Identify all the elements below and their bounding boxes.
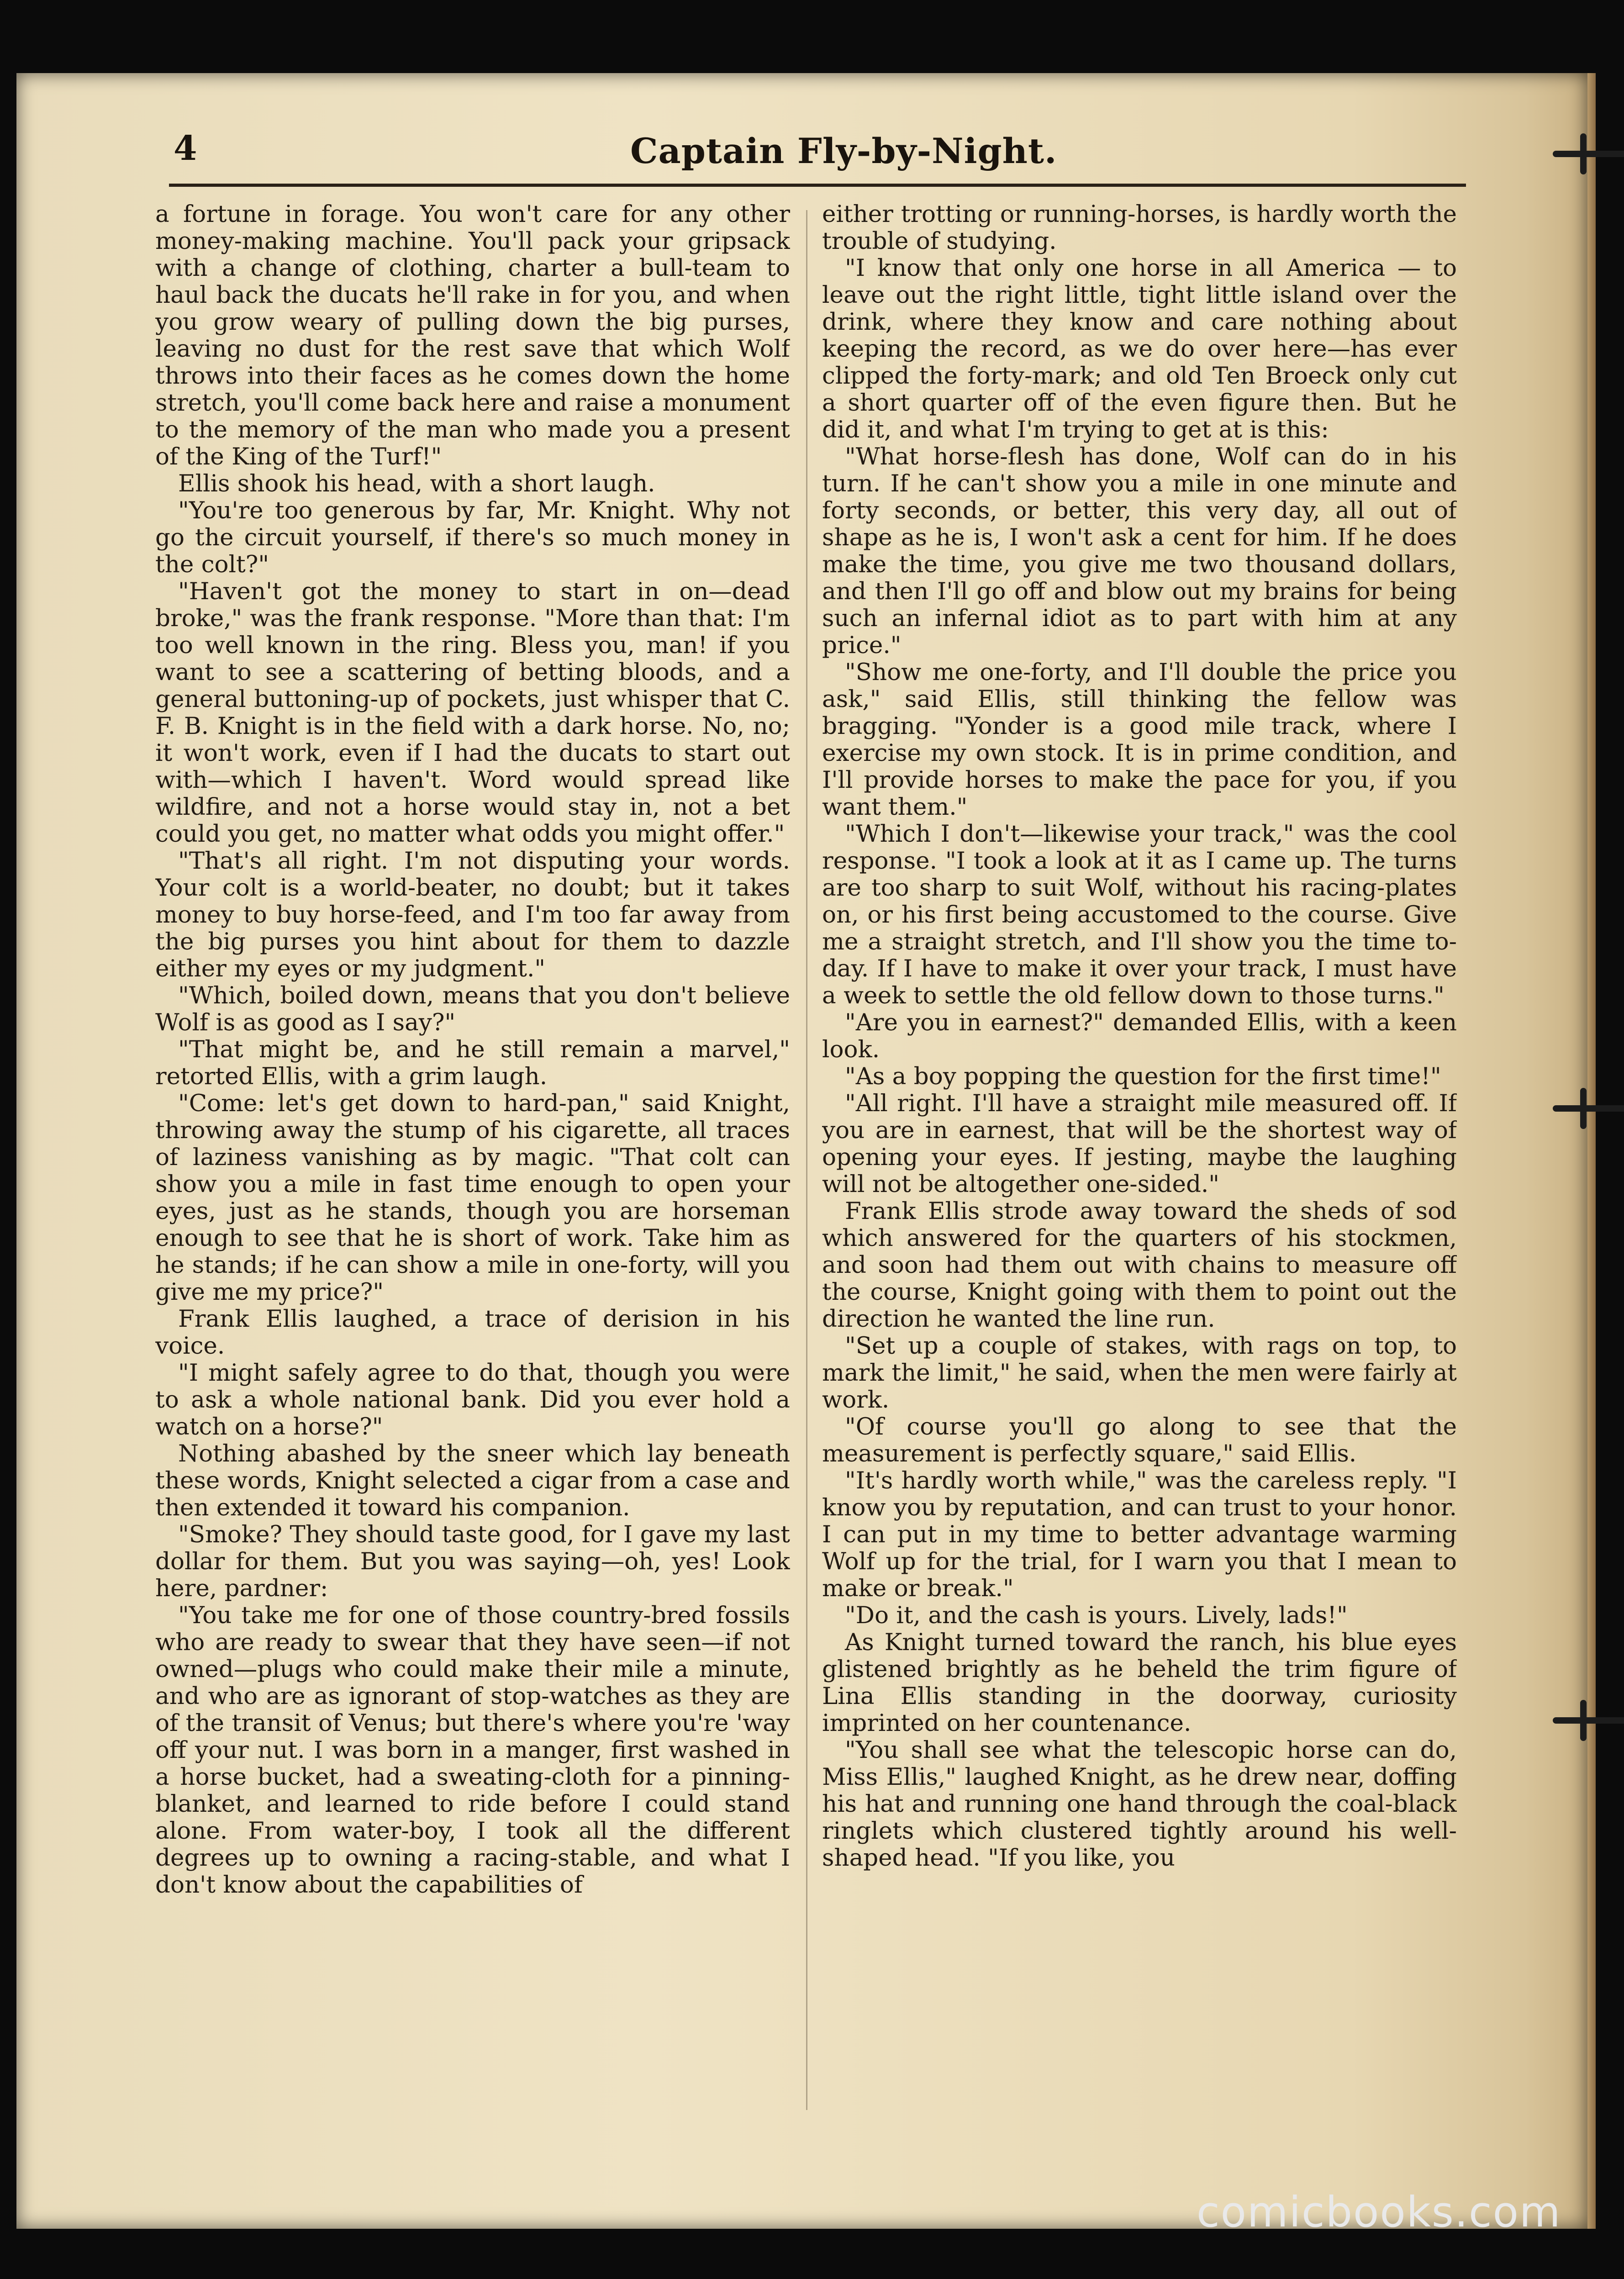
paragraph: "Set up a couple of stakes, with rags on top, to mark the limit," he said, when the men were fairly at work.: [822, 1332, 1457, 1414]
staple: [1553, 1105, 1624, 1112]
binding-edge: [1587, 73, 1596, 2229]
paragraph: "You shall see what the telescopic horse can do, Miss Ellis," laughed Knight, as he drew near, doffing his hat and running one hand through the coal-black ringlets which clustered tightly around his well-shaped head. "If you like, you: [822, 1736, 1457, 1872]
paragraph: "Haven't got the money to start in on—dead broke," was the frank response. "More than that: I'm too well known in the ring. Bless you, man! if you want to see a scattering of betting bloods, and a general buttoning-up of pockets, just whisper that C. F. B. Knight is in the field with a dark horse. No, no; it won't work, even if I had the ducats to start out with—which I haven't. Word would spread like wildfire, and not a horse would stay in, not a bet could you get, no matter what odds you might offer.": [155, 578, 790, 848]
paragraph: "That might be, and he still remain a marvel," retorted Ellis, with a grim laugh.: [155, 1036, 790, 1090]
paragraph: "Are you in earnest?" demanded Ellis, with a keen look.: [822, 1009, 1457, 1063]
right-column: [822, 201, 1457, 2083]
watermark: comicbooks.com: [1197, 2188, 1561, 2237]
paragraph: Ellis shook his head, with a short laugh.: [178, 470, 655, 497]
staple: [1553, 151, 1624, 157]
left-column: [155, 201, 790, 2083]
column-divider: [806, 210, 807, 2110]
page-number: 4: [174, 129, 197, 168]
paragraph: "You take me for one of those country-bred fossils who are ready to swear that they have seen—if not owned—plugs who could make their mile a minute, and who are as ignorant of stop-watches as they are of the transit of Venus; but there's where you're 'way off your nut. I was born in a manger, first washed in a horse bucket, had a sweating-cloth for a pinning-blanket, and learned to ride before I could stand alone. From water-boy, I took all the different degrees up to owning a racing-stable, and what I don't know about the capabilities of: [155, 1602, 790, 1899]
paragraph: a fortune in forage. You won't care for any other money-making machine. You'll pack your gripsack with a change of clothing, charter a bull-team to haul back the ducats he'll rake in for you, and when you grow weary of pulling down the big purses, leaving no dust for the rest save that which Wolf throws into their faces as he comes down the home stretch, you'll come back here and raise a monument to the memory of the man who made you a present of the King of the Turf!": [155, 201, 790, 470]
paragraph: Frank Ellis laughed, a trace of derision in his voice.: [155, 1305, 790, 1360]
paragraph: "It's hardly worth while," was the careless reply. "I know you by reputation, and can trust to your honor. I can put in my time to better advantage warming Wolf up for the trial, for I warn you that I mean to make or break.": [822, 1467, 1457, 1602]
paragraph: "I might safely agree to do that, though you were to ask a whole national bank. Did you ever hold a watch on a horse?": [155, 1359, 790, 1440]
running-title: Captain Fly-by-Night.: [630, 131, 1057, 171]
paragraph: "Which I don't—likewise your track," was the cool response. "I took a look at it as I came up. The turns are too sharp to suit Wolf, without his racing-plates on, or his first being accustomed to the course. Give me a straight stretch, and I'll show you the time to-day. If I have to make it over your track, I must have a week to settle the old fellow down to those turns.": [822, 820, 1457, 1009]
paragraph: "You're too generous by far, Mr. Knight. Why not go the circuit yourself, if there's so much money in the colt?": [155, 497, 790, 578]
paragraph: "Show me one-forty, and I'll double the price you ask," said Ellis, still thinking the fellow was bragging. "Yonder is a good mile track, where I exercise my own stock. It is in prime condition, and I'll provide horses to make the pace for you, if you want them.": [822, 659, 1457, 821]
paragraph: "I know that only one horse in all America — to leave out the right little, tight little island over the drink, where they know and care nothing about keeping the record, as we do over here—has ever clipped the forty-mark; and old Ten Broeck only cut a short quarter off of the even figure then. But he did it, and what I'm trying to get at is this:: [822, 254, 1457, 443]
paragraph: "What horse-flesh has done, Wolf can do in his turn. If he can't show you a mile in one minute and forty seconds, or better, this very day, all out of shape as he is, I won't ask a cent for him. If he does make the time, you give me two thousand dollars, and then I'll go off and blow out my brains for being such an infernal idiot as to part with him at any price.": [822, 443, 1457, 659]
paragraph: either trotting or running-horses, is hardly worth the trouble of studying.: [822, 201, 1457, 255]
paragraph: Frank Ellis strode away toward the sheds of sod which answered for the quarters of his stockmen, and soon had them out with chains to measure off the course, Knight going with them to point out the direction he wanted the line run.: [822, 1198, 1457, 1333]
header-rule: [169, 184, 1466, 187]
paragraph: "That's all right. I'm not disputing your words. Your colt is a world-beater, no doubt; but it takes money to buy horse-feed, and I'm too far away from the big purses you hint about for them to dazzle either my eyes or my judgment.": [155, 847, 790, 982]
paragraph: Nothing abashed by the sneer which lay beneath these words, Knight selected a cigar from a case and then extended it toward his companion.: [155, 1440, 790, 1521]
paragraph: "All right. I'll have a straight mile measured off. If you are in earnest, that will be the shortest way of opening your eyes. If jesting, maybe the laughing will not be altogether one-sided.": [822, 1090, 1457, 1198]
paragraph: "Do it, and the cash is yours. Lively, lads!": [845, 1602, 1348, 1629]
paragraph: "As a boy popping the question for the first time!": [845, 1063, 1441, 1090]
page-header: [146, 123, 1471, 178]
paragraph: As Knight turned toward the ranch, his blue eyes glistened brightly as he beheld the trim figure of Lina Ellis standing in the doorway, curiosity imprinted on her countenance.: [822, 1629, 1457, 1737]
paragraph: "Come: let's get down to hard-pan," said Knight, throwing away the stump of his cigarette, all traces of laziness vanishing as by magic. "That colt can show you a mile in fast time enough to open your eyes, just as he stands, though you are horseman enough to see that he is short of work. Take him as he stands; if he can show a mile in one-forty, will you give me my price?": [155, 1090, 790, 1306]
paragraph: "Which, boiled down, means that you don't believe Wolf is as good as I say?": [155, 982, 790, 1036]
paragraph: "Smoke? They should taste good, for I gave my last dollar for them. But you was saying—oh, yes! Look here, pardner:: [155, 1521, 790, 1602]
paragraph: "Of course you'll go along to see that the measurement is perfectly square," said Ellis.: [822, 1413, 1457, 1467]
staple: [1553, 1717, 1624, 1724]
